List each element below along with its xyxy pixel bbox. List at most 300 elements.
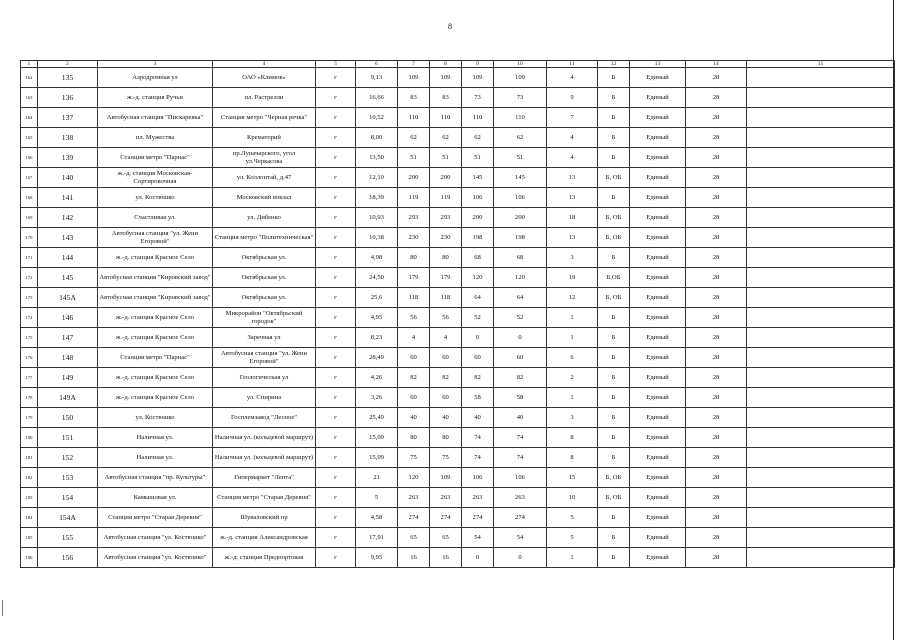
cell-row-index: 174 xyxy=(21,308,38,328)
cell-col-15 xyxy=(747,528,895,548)
cell-route-type: г xyxy=(316,508,356,528)
cell-start-point: Аэродромная ул xyxy=(98,68,213,88)
cell-col-7: 4 xyxy=(398,328,430,348)
cell-vehicle-class: Б xyxy=(598,148,630,168)
cell-start-point: Наличная ул. xyxy=(98,428,213,448)
cell-col-9: 110 xyxy=(462,108,494,128)
cell-col-10: 274 xyxy=(494,508,547,528)
cell-col-8: 80 xyxy=(430,248,462,268)
cell-col-9: 74 xyxy=(462,428,494,448)
table-row xyxy=(21,108,895,128)
cell-route-number: 135 xyxy=(38,68,98,88)
cell-row-index: 164 xyxy=(21,108,38,128)
cell-route-number: 141 xyxy=(38,188,98,208)
cell-col-9: 274 xyxy=(462,508,494,528)
cell-tariff: Единый xyxy=(630,308,686,328)
cell-col-8: 65 xyxy=(430,528,462,548)
cell-col-11: 12 xyxy=(547,288,598,308)
page-number: 8 xyxy=(448,22,452,31)
table-row xyxy=(21,208,895,228)
cell-col-11: 4 xyxy=(547,128,598,148)
cell-row-index: 163 xyxy=(21,88,38,108)
cell-col-15 xyxy=(747,88,895,108)
cell-vehicle-class: Б xyxy=(598,68,630,88)
header-cell-10: 10 xyxy=(494,61,547,68)
table-row xyxy=(21,468,895,488)
cell-vehicle-class: Б xyxy=(598,248,630,268)
cell-col-10: 120 xyxy=(494,268,547,288)
cell-vehicle-class: Б xyxy=(598,308,630,328)
cell-col-15 xyxy=(747,248,895,268)
cell-end-point: Октябрьская ул. xyxy=(213,248,316,268)
cell-col-8: 110 xyxy=(430,108,462,128)
cell-route-type: г xyxy=(316,548,356,568)
cell-start-point: ж.-д. станция Ручьи xyxy=(98,88,213,108)
cell-col-11: 19 xyxy=(547,268,598,288)
cell-row-index: 178 xyxy=(21,388,38,408)
cell-col-11: 5 xyxy=(547,528,598,548)
cell-col-14: 28 xyxy=(686,148,747,168)
header-cell-6: 6 xyxy=(356,61,398,68)
cell-end-point: Наличная ул. (кольцевой маршрут) xyxy=(213,448,316,468)
cell-start-point: Автобусная станция "пр. Культуры" xyxy=(98,468,213,488)
cell-col-9: 0 xyxy=(462,328,494,348)
cell-route-type: г xyxy=(316,528,356,548)
cell-end-point: Крематорий xyxy=(213,128,316,148)
cell-col-9: 106 xyxy=(462,188,494,208)
cell-tariff: Единый xyxy=(630,348,686,368)
cell-col-7: 51 xyxy=(398,148,430,168)
table-row xyxy=(21,128,895,148)
cell-route-type: г xyxy=(316,328,356,348)
table-row xyxy=(21,248,895,268)
cell-length-km: 4,98 xyxy=(356,248,398,268)
cell-col-14: 28 xyxy=(686,88,747,108)
cell-vehicle-class: Б xyxy=(598,508,630,528)
routes-table xyxy=(20,60,895,568)
cell-col-7: 82 xyxy=(398,368,430,388)
cell-start-point: Автобусная станция "ул. Жени Егоровой" xyxy=(98,228,213,248)
cell-route-number: 153 xyxy=(38,468,98,488)
cell-end-point: пр.Луначарского, угол ул.Черкасова xyxy=(213,148,316,168)
cell-end-point: Гипермаркет "Лента" xyxy=(213,468,316,488)
cell-col-10: 68 xyxy=(494,248,547,268)
cell-route-number: 149 xyxy=(38,368,98,388)
cell-col-15 xyxy=(747,368,895,388)
cell-tariff: Единый xyxy=(630,468,686,488)
cell-col-8: 179 xyxy=(430,268,462,288)
cell-col-14: 28 xyxy=(686,268,747,288)
table-row xyxy=(21,448,895,468)
cell-col-10: 145 xyxy=(494,168,547,188)
cell-length-km: 8,00 xyxy=(356,128,398,148)
cell-tariff: Единый xyxy=(630,88,686,108)
cell-route-type: г xyxy=(316,408,356,428)
cell-col-7: 80 xyxy=(398,428,430,448)
cell-col-15 xyxy=(747,128,895,148)
table-row xyxy=(21,88,895,108)
cell-length-km: 18,39 xyxy=(356,188,398,208)
cell-row-index: 168 xyxy=(21,188,38,208)
cell-col-14: 28 xyxy=(686,508,747,528)
cell-end-point: Микрорайон "Октябрьский городок" xyxy=(213,308,316,328)
cell-row-index: 181 xyxy=(21,448,38,468)
cell-col-7: 60 xyxy=(398,348,430,368)
table-row xyxy=(21,488,895,508)
cell-row-index: 165 xyxy=(21,128,38,148)
cell-start-point: ул. Костюшко xyxy=(98,188,213,208)
cell-length-km: 10,93 xyxy=(356,208,398,228)
cell-row-index: 177 xyxy=(21,368,38,388)
cell-col-8: 293 xyxy=(430,208,462,228)
cell-col-9: 145 xyxy=(462,168,494,188)
cell-route-type: г xyxy=(316,308,356,328)
cell-col-11: 1 xyxy=(547,388,598,408)
cell-col-15 xyxy=(747,388,895,408)
cell-col-7: 83 xyxy=(398,88,430,108)
cell-end-point: Госплемзавод "Лесное" xyxy=(213,408,316,428)
cell-col-7: 118 xyxy=(398,288,430,308)
cell-end-point: ж.-д. станция Предпортовая xyxy=(213,548,316,568)
cell-col-8: 109 xyxy=(430,468,462,488)
cell-col-10: 198 xyxy=(494,228,547,248)
cell-col-10: 40 xyxy=(494,408,547,428)
cell-route-number: 154 xyxy=(38,488,98,508)
cell-route-type: г xyxy=(316,188,356,208)
cell-start-point: Станция метро "Парнас" xyxy=(98,148,213,168)
cell-col-9: 109 xyxy=(462,68,494,88)
cell-route-number: 144 xyxy=(38,248,98,268)
cell-col-10: 73 xyxy=(494,88,547,108)
cell-length-km: 4,26 xyxy=(356,368,398,388)
header-cell-4: 4 xyxy=(213,61,316,68)
cell-route-number: 142 xyxy=(38,208,98,228)
cell-tariff: Единый xyxy=(630,108,686,128)
cell-route-type: г xyxy=(316,288,356,308)
cell-col-10: 0 xyxy=(494,548,547,568)
cell-vehicle-class: Б, ОБ xyxy=(598,288,630,308)
cell-route-number: 137 xyxy=(38,108,98,128)
header-cell-2: 2 xyxy=(38,61,98,68)
cell-col-8: 4 xyxy=(430,328,462,348)
cell-col-8: 263 xyxy=(430,488,462,508)
cell-length-km: 17,91 xyxy=(356,528,398,548)
cell-end-point: Октябрьская ул. xyxy=(213,288,316,308)
cell-col-10: 74 xyxy=(494,428,547,448)
cell-end-point: Наличная ул. (кольцевой маршрут) xyxy=(213,428,316,448)
cell-row-index: 175 xyxy=(21,328,38,348)
cell-col-11: 10 xyxy=(547,488,598,508)
cell-start-point: пл. Мужества xyxy=(98,128,213,148)
cell-tariff: Единый xyxy=(630,388,686,408)
cell-end-point: Станция метро "Старая Деревня" xyxy=(213,488,316,508)
table-row xyxy=(21,288,895,308)
cell-col-9: 200 xyxy=(462,208,494,228)
cell-end-point: ул. Дибенко xyxy=(213,208,316,228)
cell-col-9: 64 xyxy=(462,288,494,308)
cell-vehicle-class: Б, ОБ xyxy=(598,208,630,228)
cell-col-10: 51 xyxy=(494,148,547,168)
cell-col-9: 106 xyxy=(462,468,494,488)
cell-vehicle-class: Б, ОБ xyxy=(598,228,630,248)
cell-start-point: ж.-д. станция Красное Село xyxy=(98,388,213,408)
cell-col-15 xyxy=(747,508,895,528)
cell-route-type: г xyxy=(316,248,356,268)
cell-tariff: Единый xyxy=(630,508,686,528)
cell-tariff: Единый xyxy=(630,268,686,288)
cell-col-14: 28 xyxy=(686,408,747,428)
cell-col-15 xyxy=(747,148,895,168)
cell-route-number: 143 xyxy=(38,228,98,248)
cell-tariff: Единый xyxy=(630,68,686,88)
cell-col-8: 200 xyxy=(430,168,462,188)
cell-col-11: 15 xyxy=(547,468,598,488)
cell-route-number: 140 xyxy=(38,168,98,188)
cell-start-point: ж.-д. станция Красное Село xyxy=(98,328,213,348)
cell-col-11: 8 xyxy=(547,428,598,448)
cell-col-10: 200 xyxy=(494,208,547,228)
cell-col-8: 119 xyxy=(430,188,462,208)
cell-col-10: 74 xyxy=(494,448,547,468)
cell-tariff: Единый xyxy=(630,448,686,468)
cell-row-index: 184 xyxy=(21,508,38,528)
cell-col-14: 28 xyxy=(686,528,747,548)
cell-row-index: 186 xyxy=(21,548,38,568)
cell-row-index: 166 xyxy=(21,148,38,168)
cell-end-point: Заречная ул xyxy=(213,328,316,348)
cell-col-9: 198 xyxy=(462,228,494,248)
cell-col-7: 56 xyxy=(398,308,430,328)
cell-route-type: г xyxy=(316,368,356,388)
cell-col-7: 60 xyxy=(398,388,430,408)
cell-col-11: 3 xyxy=(547,408,598,428)
cell-start-point: Автобусная станция "ул. Костюшко" xyxy=(98,548,213,568)
cell-route-type: г xyxy=(316,468,356,488)
cell-col-7: 110 xyxy=(398,108,430,128)
cell-col-9: 263 xyxy=(462,488,494,508)
cell-length-km: 10,38 xyxy=(356,228,398,248)
cell-tariff: Единый xyxy=(630,248,686,268)
cell-col-7: 120 xyxy=(398,468,430,488)
cell-start-point: Наличная ул. xyxy=(98,448,213,468)
cell-route-number: 145 xyxy=(38,268,98,288)
cell-route-number: 145А xyxy=(38,288,98,308)
cell-row-index: 182 xyxy=(21,468,38,488)
cell-end-point: Геологическая ул xyxy=(213,368,316,388)
cell-route-type: г xyxy=(316,448,356,468)
cell-route-type: г xyxy=(316,208,356,228)
cell-start-point: Автобусная станция "Кировский завод" xyxy=(98,268,213,288)
cell-end-point: Станция метро "Политехническая" xyxy=(213,228,316,248)
table-row xyxy=(21,368,895,388)
cell-length-km: 9,95 xyxy=(356,548,398,568)
cell-length-km: 28,49 xyxy=(356,348,398,368)
cell-col-15 xyxy=(747,188,895,208)
cell-end-point: ОАО «Климов» xyxy=(213,68,316,88)
cell-col-10: 110 xyxy=(494,108,547,128)
cell-start-point: ж.-д. станция Красное Село xyxy=(98,248,213,268)
cell-route-number: 154А xyxy=(38,508,98,528)
cell-start-point: Счастливая ул. xyxy=(98,208,213,228)
cell-route-type: г xyxy=(316,428,356,448)
cell-vehicle-class: Б, ОБ xyxy=(598,468,630,488)
header-cell-1: 1 xyxy=(21,61,38,68)
cell-end-point: Шуваловский пр xyxy=(213,508,316,528)
cell-col-10: 0 xyxy=(494,328,547,348)
cell-vehicle-class: Б xyxy=(598,388,630,408)
cell-col-7: 65 xyxy=(398,528,430,548)
cell-col-11: 4 xyxy=(547,148,598,168)
cell-length-km: 3,26 xyxy=(356,388,398,408)
cell-col-11: 9 xyxy=(547,88,598,108)
cell-col-11: 3 xyxy=(547,248,598,268)
table-row xyxy=(21,308,895,328)
cell-col-8: 75 xyxy=(430,448,462,468)
cell-end-point: Московский вокзал xyxy=(213,188,316,208)
cell-col-11: 5 xyxy=(547,508,598,528)
cell-length-km: 24,50 xyxy=(356,268,398,288)
cell-col-14: 28 xyxy=(686,348,747,368)
cell-col-8: 62 xyxy=(430,128,462,148)
cell-row-index: 170 xyxy=(21,228,38,248)
cell-tariff: Единый xyxy=(630,128,686,148)
cell-col-8: 109 xyxy=(430,68,462,88)
cell-start-point: Автобусная станция "Пискаревка" xyxy=(98,108,213,128)
cell-col-7: 109 xyxy=(398,68,430,88)
cell-col-10: 52 xyxy=(494,308,547,328)
cell-col-9: 73 xyxy=(462,88,494,108)
table-row xyxy=(21,528,895,548)
cell-col-15 xyxy=(747,168,895,188)
header-cell-13: 13 xyxy=(630,61,686,68)
cell-col-11: 2 xyxy=(547,368,598,388)
cell-vehicle-class: Б xyxy=(598,108,630,128)
cell-length-km: 9,13 xyxy=(356,68,398,88)
cell-length-km: 5 xyxy=(356,488,398,508)
table-row xyxy=(21,428,895,448)
cell-length-km: 4,58 xyxy=(356,508,398,528)
cell-col-11: 4 xyxy=(547,68,598,88)
cell-vehicle-class: Б,ОБ xyxy=(598,268,630,288)
header-cell-3: 3 xyxy=(98,61,213,68)
cell-col-14: 28 xyxy=(686,228,747,248)
cell-col-14: 28 xyxy=(686,388,747,408)
cell-col-8: 230 xyxy=(430,228,462,248)
cell-col-9: 60 xyxy=(462,348,494,368)
cell-col-14: 28 xyxy=(686,488,747,508)
cell-route-number: 139 xyxy=(38,148,98,168)
cell-col-15 xyxy=(747,208,895,228)
cell-length-km: 12,10 xyxy=(356,168,398,188)
cell-col-14: 28 xyxy=(686,68,747,88)
cell-row-index: 167 xyxy=(21,168,38,188)
left-margin-mark xyxy=(2,600,3,616)
cell-col-14: 28 xyxy=(686,248,747,268)
cell-route-type: г xyxy=(316,128,356,148)
cell-route-number: 138 xyxy=(38,128,98,148)
cell-tariff: Единый xyxy=(630,528,686,548)
cell-route-number: 156 xyxy=(38,548,98,568)
cell-col-9: 0 xyxy=(462,548,494,568)
cell-length-km: 8,23 xyxy=(356,328,398,348)
cell-col-15 xyxy=(747,108,895,128)
cell-vehicle-class: Б xyxy=(598,188,630,208)
table-row xyxy=(21,348,895,368)
cell-vehicle-class: Б, ОБ xyxy=(598,168,630,188)
cell-col-10: 58 xyxy=(494,388,547,408)
cell-col-7: 293 xyxy=(398,208,430,228)
header-cell-15: 15 xyxy=(747,61,895,68)
table-row xyxy=(21,408,895,428)
cell-tariff: Единый xyxy=(630,168,686,188)
cell-col-11: 1 xyxy=(547,548,598,568)
cell-col-10: 62 xyxy=(494,128,547,148)
cell-col-8: 40 xyxy=(430,408,462,428)
cell-col-10: 64 xyxy=(494,288,547,308)
cell-start-point: Камышовая ул. xyxy=(98,488,213,508)
cell-row-index: 162 xyxy=(21,68,38,88)
cell-tariff: Единый xyxy=(630,428,686,448)
cell-length-km: 25,49 xyxy=(356,408,398,428)
cell-row-index: 179 xyxy=(21,408,38,428)
cell-row-index: 171 xyxy=(21,248,38,268)
cell-length-km: 21 xyxy=(356,468,398,488)
cell-row-index: 183 xyxy=(21,488,38,508)
cell-col-15 xyxy=(747,548,895,568)
cell-col-11: 13 xyxy=(547,168,598,188)
cell-col-14: 28 xyxy=(686,108,747,128)
cell-length-km: 15,09 xyxy=(356,448,398,468)
cell-row-index: 173 xyxy=(21,288,38,308)
cell-end-point: ул. Коллонтай, д.47 xyxy=(213,168,316,188)
cell-end-point: ул. Спирина xyxy=(213,388,316,408)
cell-tariff: Единый xyxy=(630,148,686,168)
cell-col-15 xyxy=(747,68,895,88)
cell-tariff: Единый xyxy=(630,208,686,228)
cell-start-point: Автобусная станция "ул. Костюшко" xyxy=(98,528,213,548)
cell-col-8: 16 xyxy=(430,548,462,568)
cell-start-point: Автобусная станция "Кировский завод" xyxy=(98,288,213,308)
cell-col-15 xyxy=(747,348,895,368)
cell-col-9: 40 xyxy=(462,408,494,428)
cell-tariff: Единый xyxy=(630,408,686,428)
cell-tariff: Единый xyxy=(630,368,686,388)
cell-route-type: г xyxy=(316,68,356,88)
cell-route-number: 155 xyxy=(38,528,98,548)
cell-start-point: Станция метро "Старая Деревня" xyxy=(98,508,213,528)
cell-row-index: 185 xyxy=(21,528,38,548)
cell-col-11: 6 xyxy=(547,348,598,368)
cell-col-10: 82 xyxy=(494,368,547,388)
cell-col-7: 200 xyxy=(398,168,430,188)
cell-col-11: 13 xyxy=(547,228,598,248)
cell-col-11: 18 xyxy=(547,208,598,228)
cell-route-type: г xyxy=(316,348,356,368)
cell-col-15 xyxy=(747,328,895,348)
cell-route-type: г xyxy=(316,268,356,288)
cell-col-9: 120 xyxy=(462,268,494,288)
cell-tariff: Единый xyxy=(630,288,686,308)
cell-start-point: ж.-д. станция Московская-Сортировочная xyxy=(98,168,213,188)
cell-col-15 xyxy=(747,488,895,508)
cell-vehicle-class: Б xyxy=(598,348,630,368)
cell-start-point: ул. Костюшко xyxy=(98,408,213,428)
cell-col-8: 60 xyxy=(430,388,462,408)
cell-vehicle-class: Б, ОБ xyxy=(598,488,630,508)
cell-vehicle-class: Б xyxy=(598,448,630,468)
table-row xyxy=(21,228,895,248)
cell-col-10: 109 xyxy=(494,68,547,88)
